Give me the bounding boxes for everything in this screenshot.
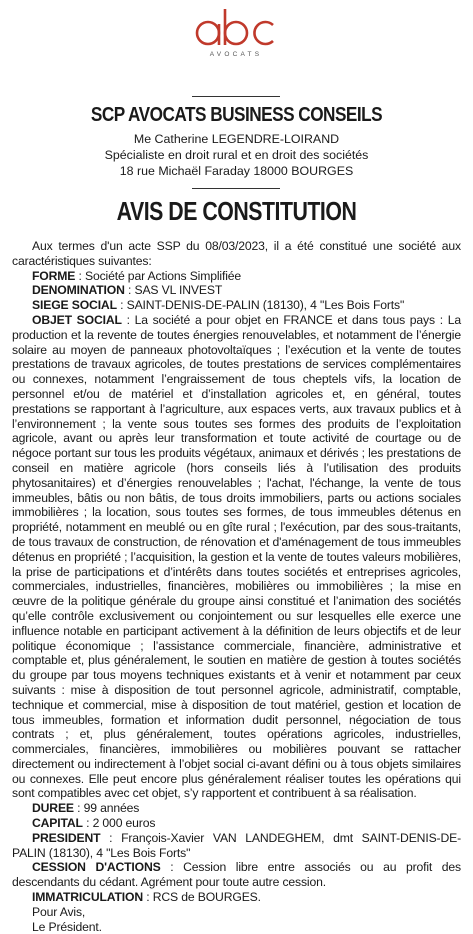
field-label: IMMATRICULATION xyxy=(32,890,144,905)
signature-line: Le Président. xyxy=(32,919,102,934)
field-value: : SAINT-DENIS-DE-PALIN (18130), 4 "Les Bois Forts" xyxy=(116,298,405,313)
firm-logo xyxy=(186,6,286,62)
contact-block xyxy=(0,131,473,179)
notice-title: AVIS DE CONSTITUTION xyxy=(116,196,357,226)
field-label: CESSION D'ACTIONS xyxy=(32,860,161,875)
field-objet-social xyxy=(12,313,461,801)
field-label: SIEGE SOCIAL xyxy=(32,298,117,313)
field-value: : 2 000 euros xyxy=(82,816,156,831)
field-label: OBJET SOCIAL xyxy=(32,312,122,327)
field-president xyxy=(12,831,461,861)
field-value: : La société a pour objet en FRANCE et dans tous pays : La production et la revente de toutes énergies renouvelables, et notamment de l’énergie solaire au moyen de panneaux photovoltaïques ; l’exécution et la vente de toutes prestations de travaux agricoles, de toutes prestations de services complémentaires ou connexes, notamment l’engraissement de tous cheptels vifs, la location de personnel et/ou de matériel et d’installation agricoles et, en général, toutes prestations se rapportant à l’agriculture, aux espaces verts, aux travaux publics et à l’environnement ; la vente sous toutes ses formes des produits de l’exploitation agricole, avant ou après leur transformation et toute activité de courtage ou de négoce portant sur tous les produits végétaux, animaux et dérivés ; les prestations de conseil en matière agricole (hors conseils liés à l’utilisation des produits phytosanitaires) et d’énergies renouvelables ; l'achat, l'échange, la vente de tous immeubles, bâtis ou non bâtis, de tous droits immobiliers, parts ou actions sociales immobilières ; la location, sous toutes ses formes, de tous immeubles détenus en propriété, notamment en meublé ou en gîte rural ; l'exécution, par des sous-traitants, de tous travaux de construction, de rénovation et d'aménagement de tous immeubles détenus en propriété ; l’acquisition, la gestion et la vente de toutes valeurs mobilières, la prise de participations et d’intérêts dans toutes sociétés et entreprises agricoles, commerciales, industrielles, financières, mobilières ou immobilières ; la mise en œuvre de la politique générale du groupe ainsi constitué et l’animation des sociétés qu’elle contrôle exclusivement ou conjointement ou sur lesquelles elle exerce une influence notable en participant activement à la définition de leurs objectifs et de leur politique économique ; l’assistance commerciale, financière, administrative et comptable et, plus généralement, le soutien en matière de gestion à toutes sociétés du groupe par tous moyens techniques existants et à venir et notamment par ceux suivants : mise à disposition de tout personnel agricole, administratif, comptable, technique et commercial, mise à disposition de tout matériel, gestion et location de tous immeubles, formation et information dudit personnel, négociation de tous contrats ; et, plus généralement, toutes opérations agricoles, industrielles, commerciales, financières, immobilières ou mobilières pouvant se rattacher directement ou indirectement à l’objet social ci-avant défini ou à tous objets similaires ou connexes. Elle peut encore plus généralement réaliser toutes les opérations qui sont compatibles avec cet objet, s’y rapportent et contribuent à sa réalisation. xyxy=(12,312,461,801)
firm-name: SCP AVOCATS BUSINESS CONSEILS xyxy=(90,104,383,126)
field-label: FORME xyxy=(32,268,76,283)
field-label: PRESIDENT xyxy=(32,830,101,845)
logo-subtitle: AVOCATS xyxy=(209,51,263,58)
abc-logo-mark xyxy=(186,6,286,50)
field-immatriculation xyxy=(12,890,461,905)
lawyer-name: Me Catherine LEGENDRE-LOIRAND xyxy=(133,132,340,146)
field-siege-social xyxy=(12,298,461,313)
lawyer-specialty: Spécialiste en droit rural et en droit des sociétés xyxy=(104,148,369,162)
field-denomination xyxy=(12,283,461,298)
closing-line: Pour Avis, xyxy=(32,904,86,919)
field-label: DENOMINATION xyxy=(32,283,125,298)
field-value: : Société par Actions Simplifiée xyxy=(75,268,242,283)
firm-address: 18 rue Michaël Faraday 18000 BOURGES xyxy=(119,164,354,178)
notice-body xyxy=(12,239,461,934)
field-value: : François-Xavier VAN LANDEGHEM, dmt SAINT-DENIS-DE-PALIN (18130), 4 "Les Bois Forts" xyxy=(12,830,461,860)
intro-paragraph: Aux termes d'un acte SSP du 08/03/2023, il a été constitué une société aux caractéristiques suivantes: xyxy=(12,239,461,268)
field-value: : SAS VL INVEST xyxy=(124,283,223,298)
field-label: DUREE xyxy=(32,801,74,816)
field-duree xyxy=(12,801,461,816)
field-label: CAPITAL xyxy=(32,816,83,831)
field-value: : 99 années xyxy=(73,801,140,816)
field-value: : RCS de BOURGES. xyxy=(143,890,261,905)
field-forme xyxy=(12,269,461,284)
divider-top xyxy=(192,96,280,97)
field-capital xyxy=(12,816,461,831)
field-cession-actions xyxy=(12,860,461,890)
divider-middle xyxy=(192,188,280,189)
field-value: : Cession libre entre associés ou au profit des descendants du cédant. Agrément pour toute autre cession. xyxy=(12,860,461,890)
